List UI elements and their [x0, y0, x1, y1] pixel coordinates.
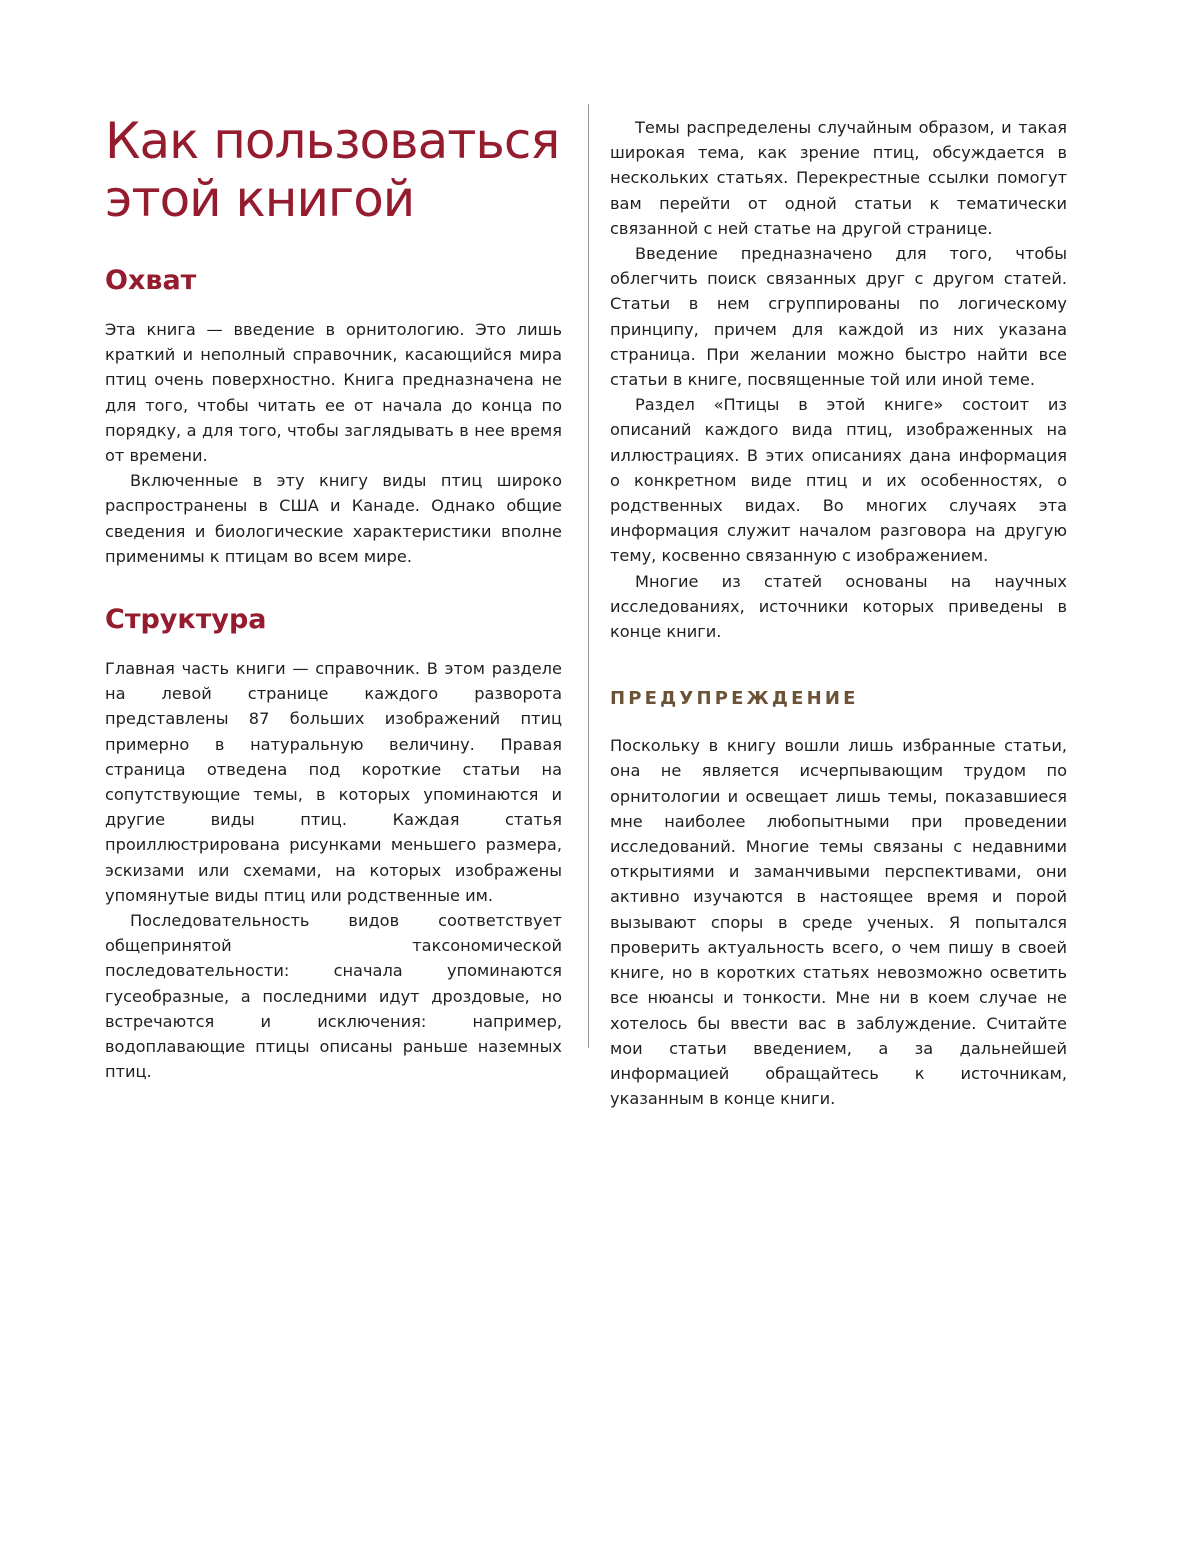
continued-paragraph-4: Многие из статей основаны на научных исследованиях, источники которых приведены в конце книги.: [610, 571, 1067, 642]
continued-paragraph-3: Раздел «Птицы в этой книге» состоит из описаний каждого вида птиц, изображенных на иллюстрациях. В этих описаниях дана информация о конкретном виде птиц и их особенностях, о родственных видах. Во многих случаях эта информация служит началом разговора на другую тему, косвенно связанную с изображением.: [610, 395, 1067, 566]
continued-text: [610, 115, 1067, 644]
section-heading-scope: Охват: [105, 265, 197, 296]
warning-paragraph: Поскольку в книгу вошли лишь избранные статьи, она не является исчерпывающим трудом по орнитологии и освещает лишь темы, показавшиеся мне наиболее любопытными при проведении исследований. Многие темы связаны с недавними открытиями и заманчивыми перспективами, они активно изучаются в настоящее время и порой вызывают споры в среде ученых. Я попытался проверить актуальность всего, о чем пишу в своей книге, но в коротких статьях невозможно осветить все нюансы и тонкости. Мне ни в коем случае не хотелось бы ввести вас в заблуждение. Считайте мои статьи введением, а за дальнейшей информацией обращайтесь к источникам, указанным в конце книги.: [610, 736, 1067, 1109]
right-column: [610, 112, 1067, 1111]
page-title: Как пользоваться этой книгой: [105, 112, 560, 228]
scope-paragraph-1: Эта книга — введение в орнитологию. Это лишь краткий и неполный справочник, касающийся мира птиц очень поверхностно. Книга предназначена не для того, чтобы читать ее от начала до конца по порядку, а для того, чтобы заглядывать в нее время от времени.: [105, 320, 562, 466]
scope-paragraph-2: Включенные в эту книгу виды птиц широко распространены в США и Канаде. Однако общие сведения и биологические характеристики вполне применимы к птицам во всем мире.: [105, 471, 562, 566]
left-column: [105, 112, 562, 1084]
structure-paragraph-2: Последовательность видов соответствует общепринятой таксономической последовательности: сначала упоминаются гусеобразные, а последними идут дроздовые, но встречаются и исключения: например, водоплавающие птицы описаны раньше наземных птиц.: [105, 911, 562, 1082]
section-heading-structure: Структура: [105, 604, 267, 636]
column-divider: [588, 104, 589, 1048]
continued-paragraph-1: Темы распределены случайным образом, и такая широкая тема, как зрение птиц, обсуждается в нескольких статьях. Перекрестные ссылки помогут вам перейти от одной статьи к тематически связанной с ней статье на другой странице.: [610, 118, 1067, 238]
warning-heading: ПРЕДУПРЕЖДЕНИЕ: [610, 688, 859, 710]
continued-paragraph-2: Введение предназначено для того, чтобы облегчить поиск связанных друг с другом статей. Статьи в нем сгруппированы по логическому принципу, причем для каждой из них указана страница. При желании можно быстро найти все статьи в книге, посвященные той или иной теме.: [610, 244, 1067, 390]
structure-paragraph-1: Главная часть книги — справочник. В этом разделе на левой странице каждого разворота представлены 87 больших изображений птиц примерно в натуральную величину. Правая страница отведена под короткие статьи на сопутствующие темы, в которых упоминаются и другие виды птиц. Каждая статья проиллюстрирована рисунками меньшего размера, эскизами или схемами, на которых изображены упомянутые виды птиц или родственные им.: [105, 659, 562, 905]
